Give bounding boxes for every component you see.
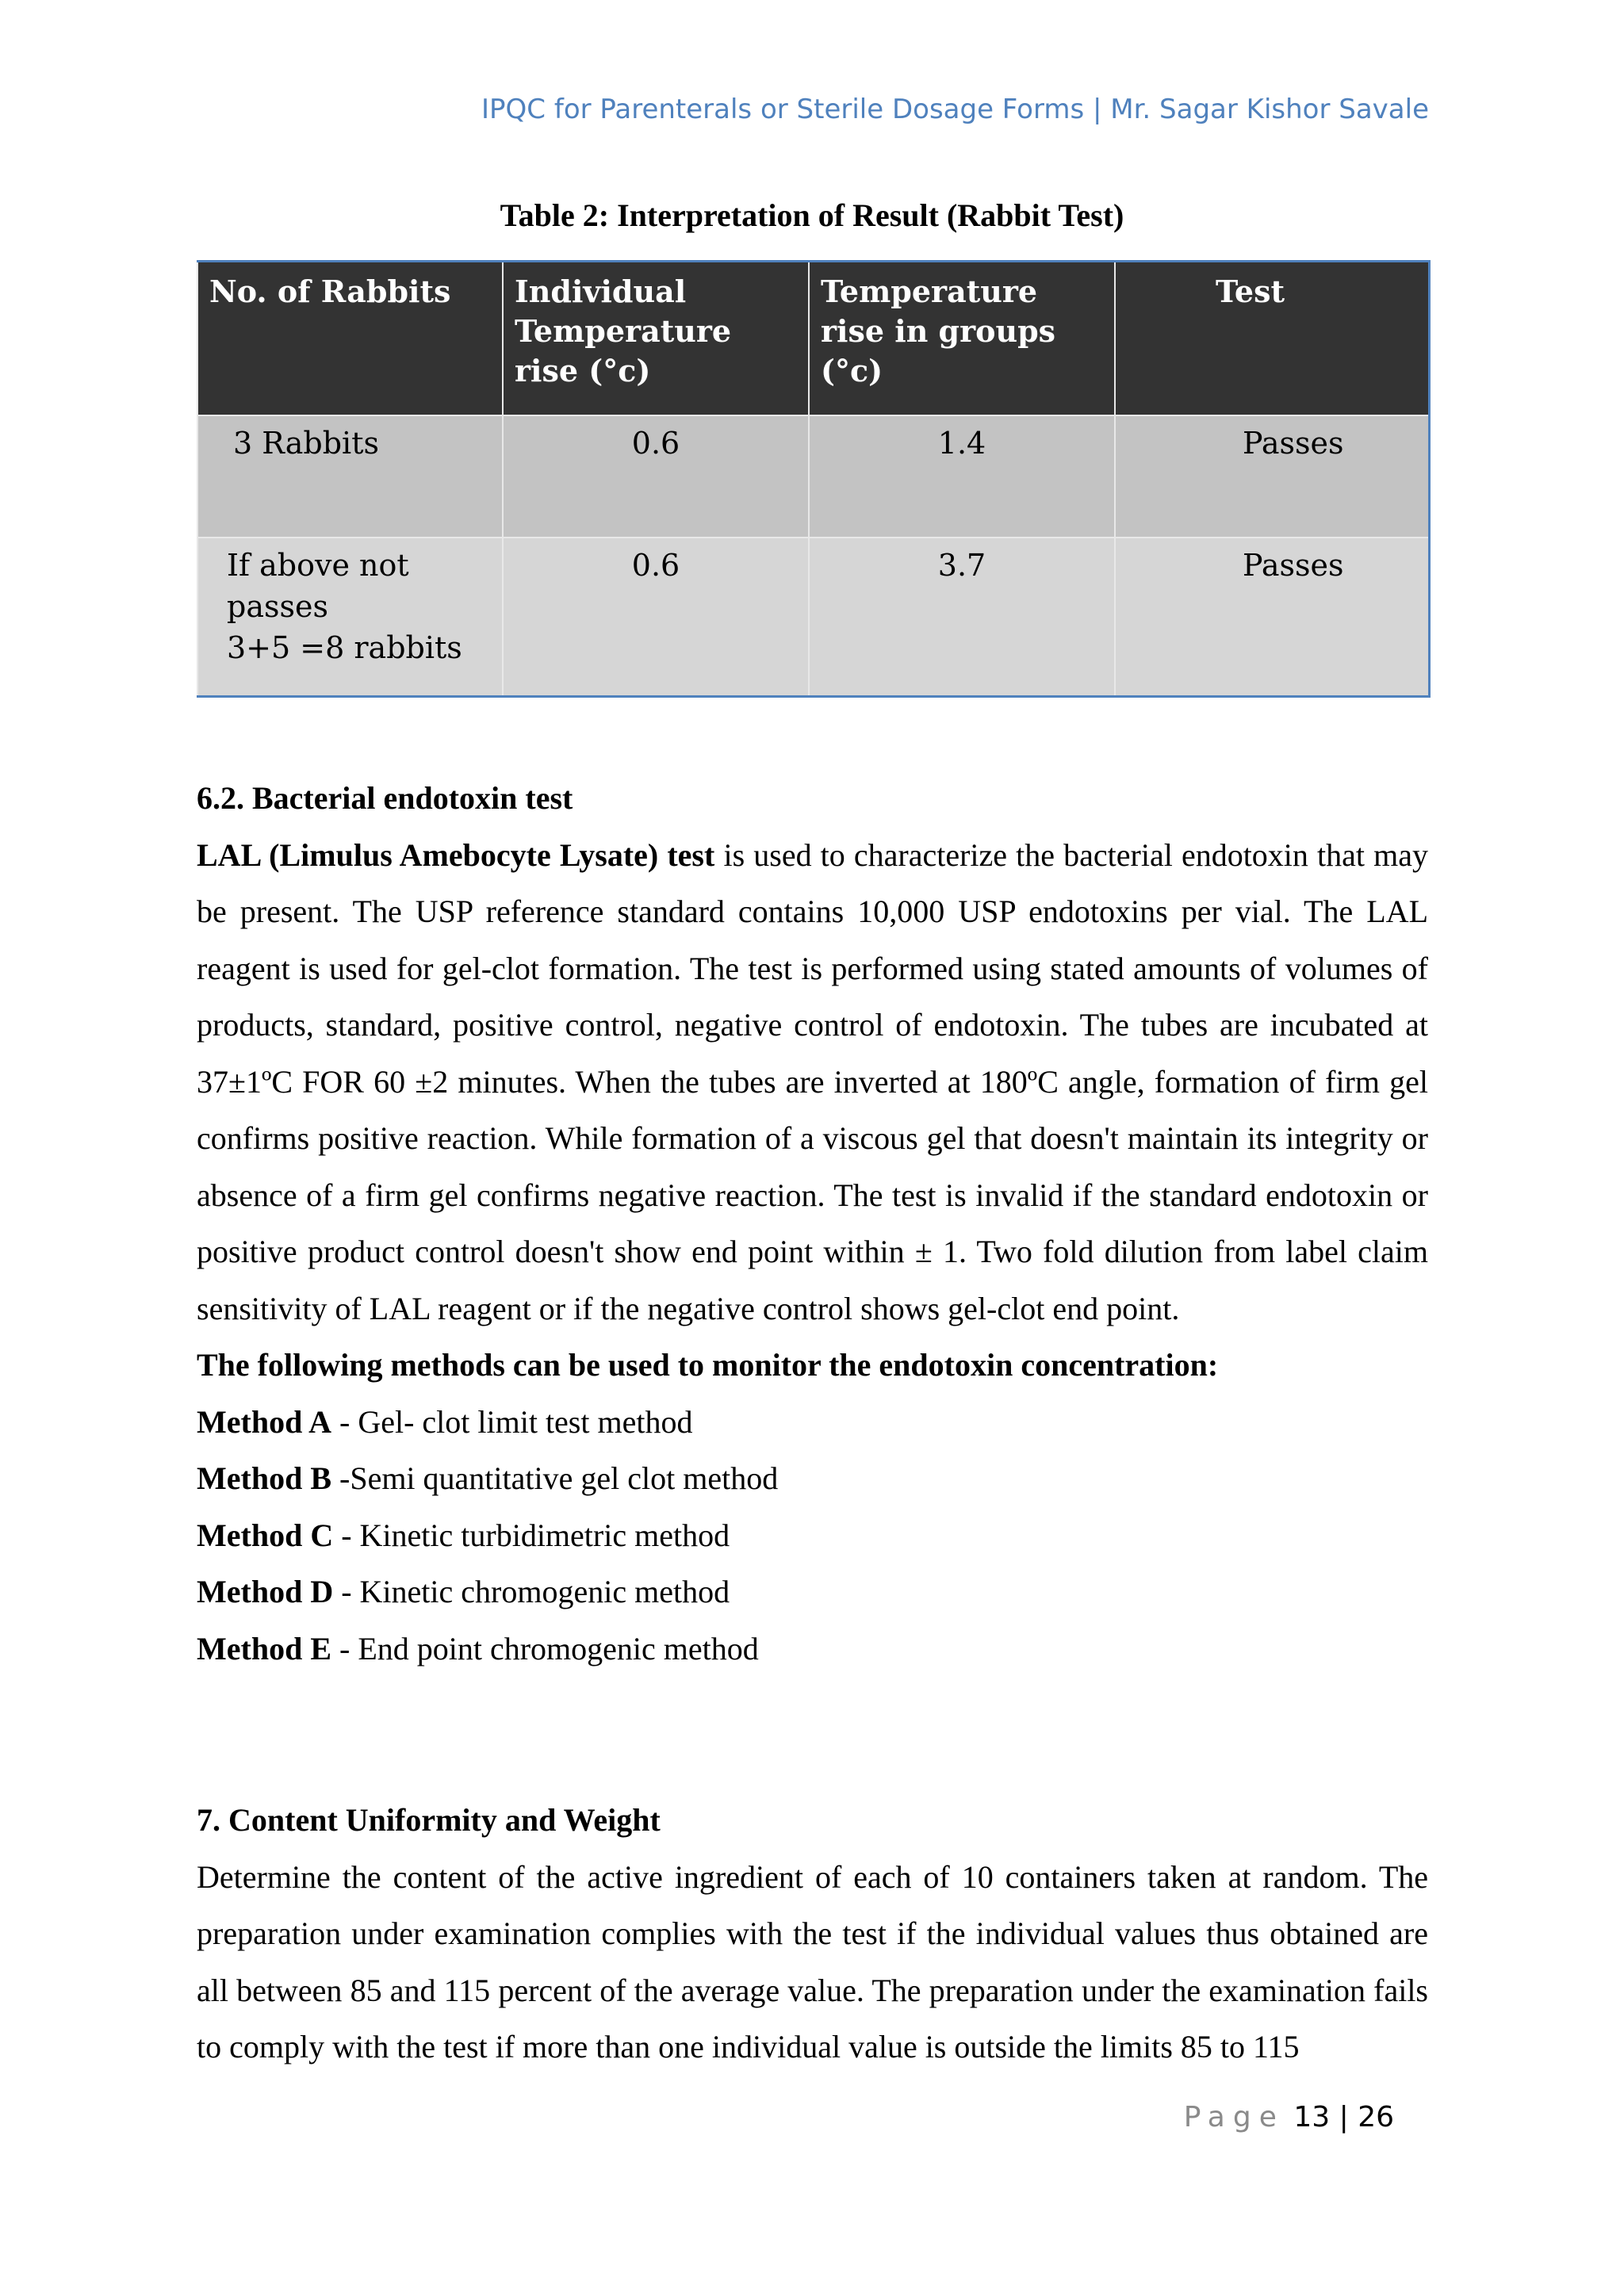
col-header-group: Temperature rise in groups (°c)	[809, 262, 1115, 416]
page-label: Page	[1183, 2101, 1285, 2133]
cell-rabbits-line2: 3+5 =8 rabbits	[227, 630, 462, 665]
cell-test: Passes	[1115, 538, 1429, 697]
page-number	[1184, 2101, 1394, 2133]
cell-individual: 0.6	[503, 415, 809, 538]
method-item: Method B -Semi quantitative gel clot method	[197, 1460, 779, 1496]
method-item: Method A - Gel- clot limit test method	[197, 1403, 693, 1440]
section-heading: 7. Content Uniformity and Weight	[197, 1802, 661, 1838]
rabbit-test-table	[197, 260, 1431, 698]
cell-rabbits: 3 Rabbits	[197, 415, 503, 538]
lal-lead: LAL (Limulus Amebocyte Lysate) test	[197, 836, 715, 873]
page-total: 26	[1358, 2101, 1394, 2133]
section-7	[197, 1792, 1428, 2076]
page-current: 13	[1293, 2101, 1331, 2133]
method-item: Method E - End point chromogenic method	[197, 1630, 759, 1667]
section-6-2	[197, 770, 1428, 1677]
cell-rabbits	[197, 538, 503, 697]
content-uniformity-paragraph: Determine the content of the active ingredient of each of 10 containers taken at random. The preparation under examination complies with the test if the individual values thus obtained are all between 85 and 115 percent of the average value. The preparation under the examination fails to comply with the test if more than one individual value is outside the limits 85 to 115	[197, 1858, 1428, 2064]
col-header-test: Test	[1115, 262, 1429, 416]
method-item: Method C - Kinetic turbidimetric method	[197, 1517, 730, 1553]
table-row	[197, 415, 1429, 538]
cell-group: 3.7	[809, 538, 1115, 697]
page-separator: |	[1339, 2101, 1349, 2133]
col-header-rabbits: No. of Rabbits	[197, 262, 503, 416]
cell-test: Passes	[1115, 415, 1429, 538]
table-row	[197, 538, 1429, 697]
cell-rabbits-line1: If above not passes	[227, 548, 409, 624]
col-header-individual: Individual Temperature rise (°c)	[503, 262, 809, 416]
table-caption: Table 2: Interpretation of Result (Rabbit Test)	[500, 197, 1124, 233]
section-heading: 6.2. Bacterial endotoxin test	[197, 780, 573, 816]
methods-heading: The following methods can be used to monitor the endotoxin concentration:	[197, 1347, 1219, 1383]
method-item: Method D - Kinetic chromogenic method	[197, 1574, 730, 1609]
running-header: IPQC for Parenterals or Sterile Dosage Forms | Mr. Sagar Kishor Savale	[481, 94, 1429, 125]
lal-paragraph	[197, 827, 1428, 1337]
lal-body: is used to characterize the bacterial endotoxin that may be present. The USP reference standard contains 10,000 USP endotoxins per vial. The LAL reagent is used for gel-clot formation. The test is performed using stated amounts of volumes of products, standard, positive control, negative control of endotoxin. The tubes are incubated at 37±1ºC FOR 60 ±2 minutes. When the tubes are inverted at 180ºC angle, formation of firm gel confirms positive reaction. While formation of a viscous gel that doesn't maintain its integrity or absence of a firm gel confirms negative reaction. The test is invalid if the standard endotoxin or positive product control doesn't show end point within ± 1. Two fold dilution from label claim sensitivity of LAL reagent or if the negative control shows gel-clot end point.	[197, 836, 1428, 1326]
cell-group: 1.4	[809, 415, 1115, 538]
cell-individual: 0.6	[503, 538, 809, 697]
